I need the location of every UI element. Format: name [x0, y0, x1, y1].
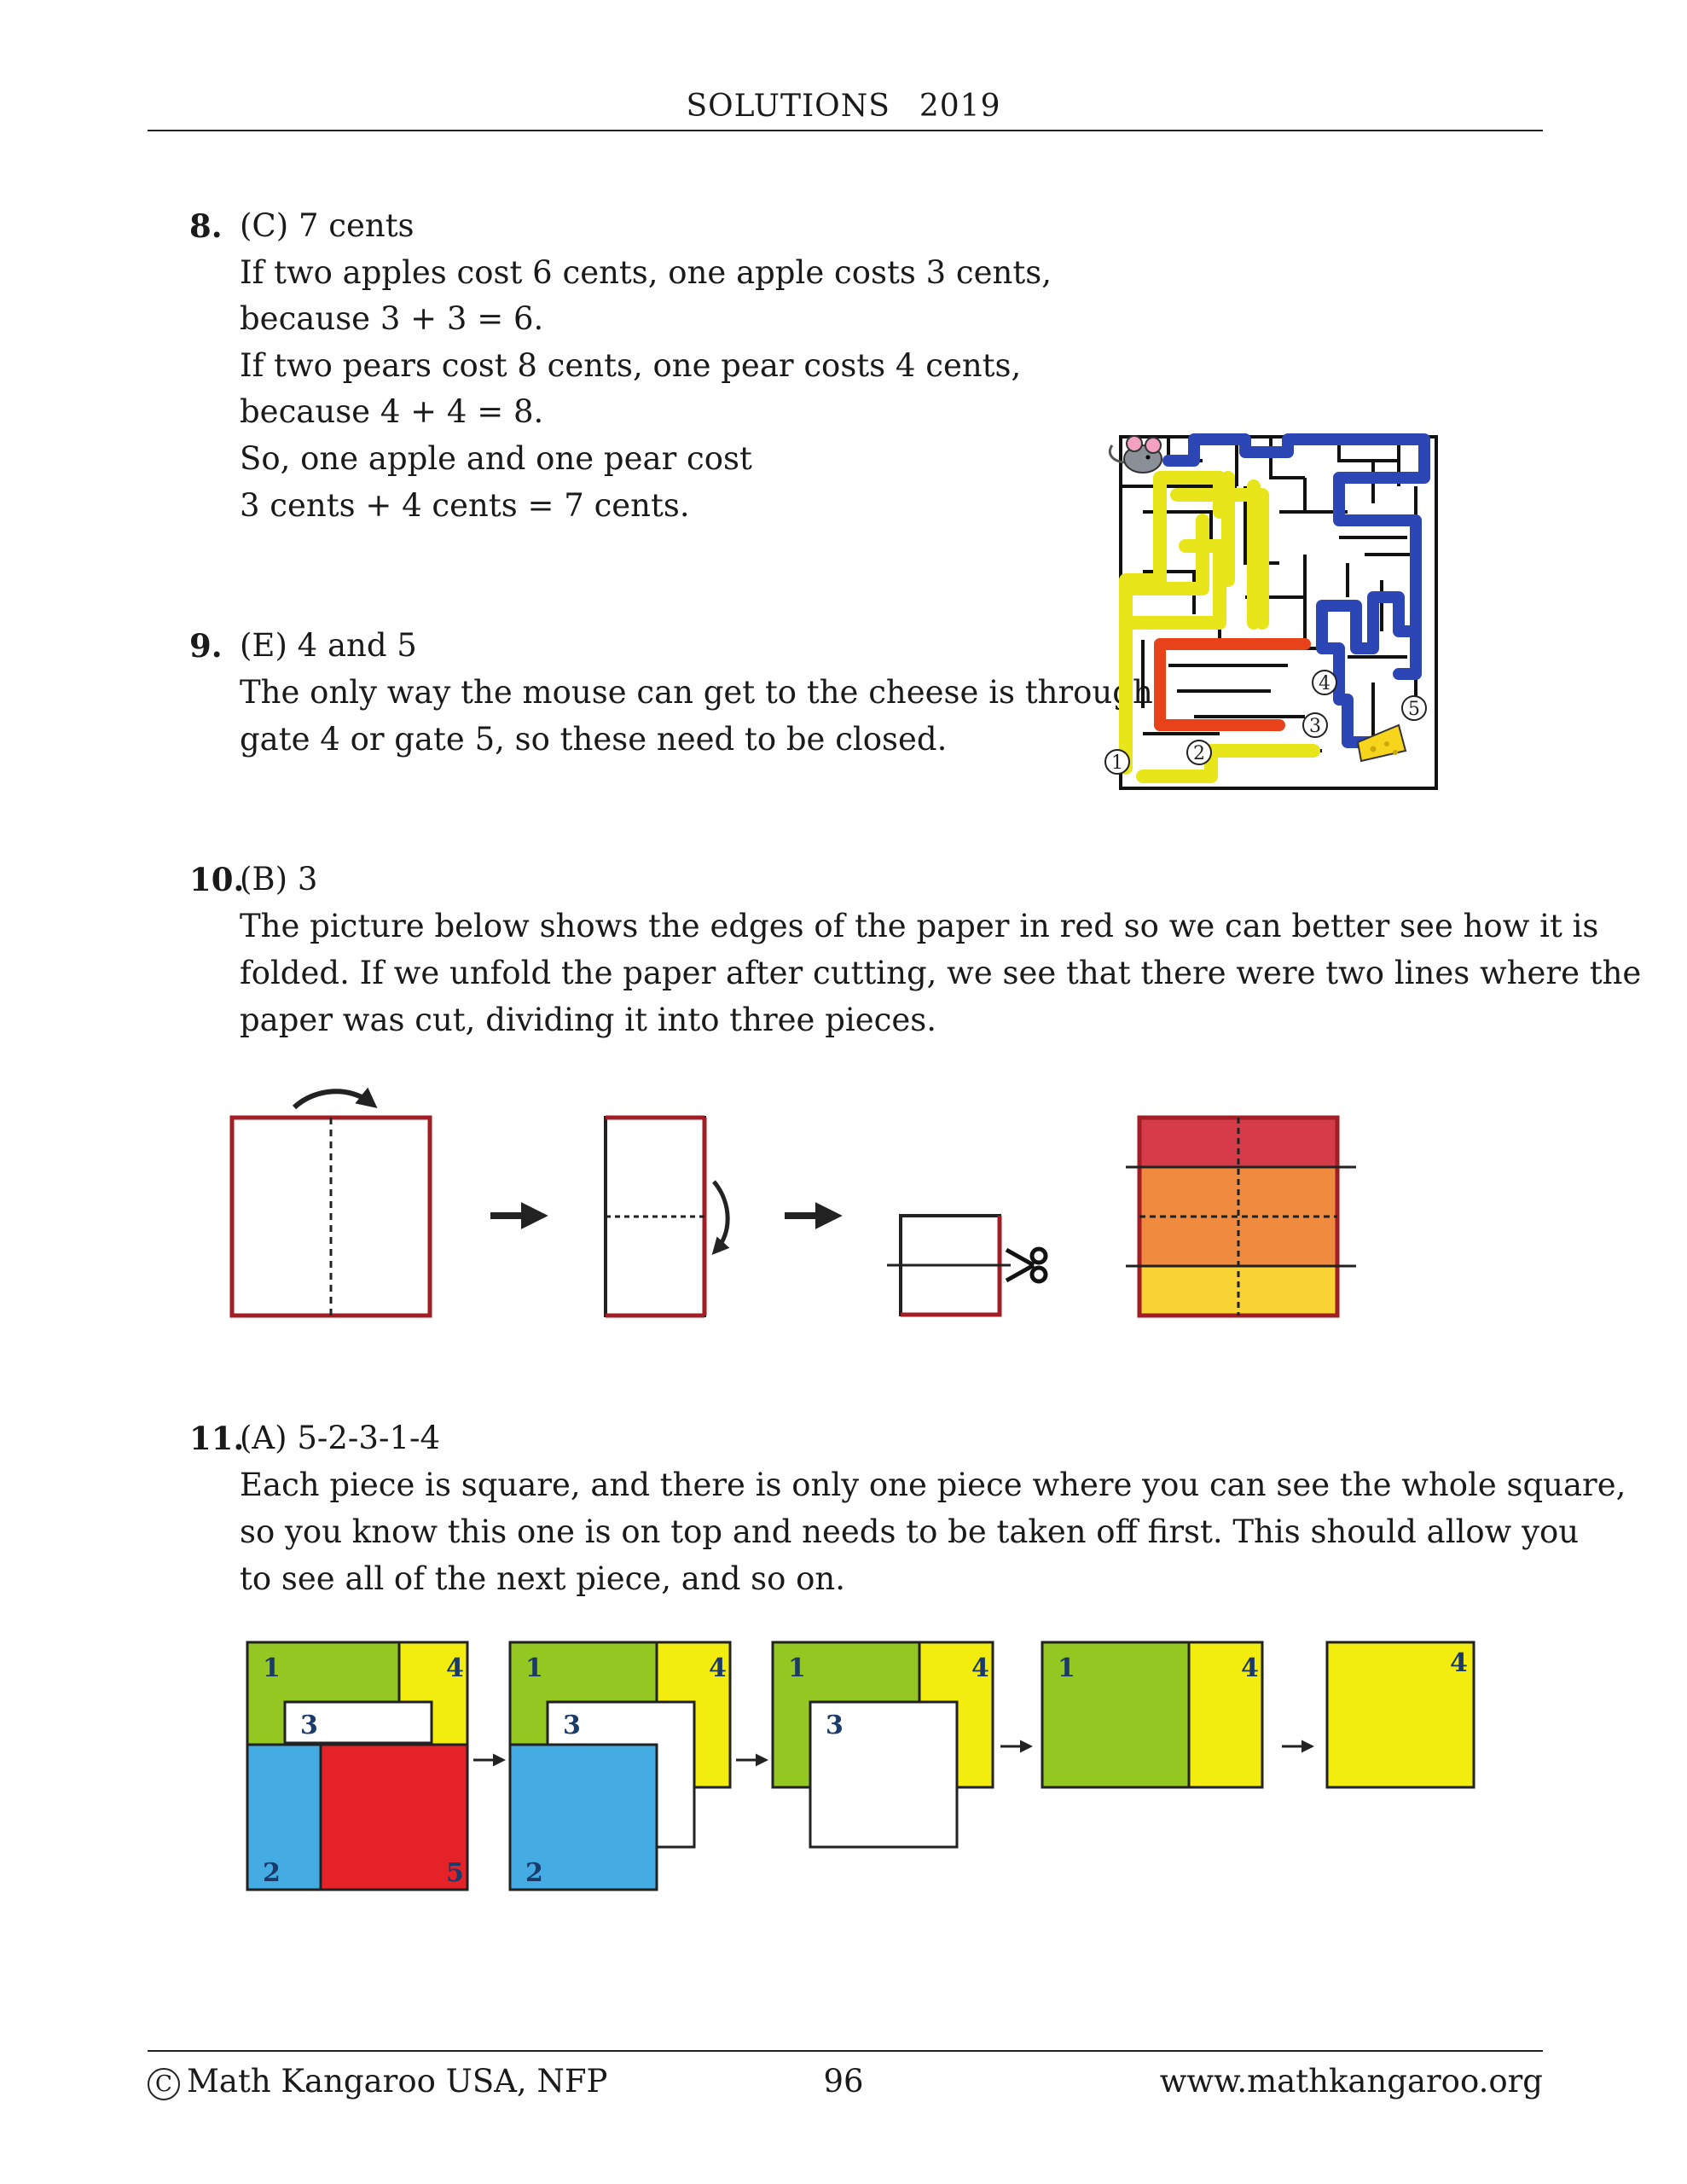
paper-step-2: [606, 1118, 728, 1316]
solution-line: gate 4 or gate 5, so these need to be closed.: [240, 721, 948, 758]
squares-figure: [239, 1634, 1501, 1907]
square-label: 4: [1241, 1653, 1259, 1683]
running-header: [0, 89, 1687, 124]
square-label: 4: [709, 1653, 727, 1683]
mouse-path-yellow: [1126, 478, 1313, 776]
solution-line: The picture below shows the edges of the paper in red so we can better see how it is: [240, 908, 1599, 944]
problem-answer: (E) 4 and 5: [240, 627, 417, 664]
square-label: 5: [446, 1858, 464, 1888]
solution-line: Each piece is square, and there is only one piece where you can see the whole square,: [240, 1467, 1626, 1503]
solution-line: If two pears cost 8 cents, one pear costs 4 cents,: [240, 347, 1022, 384]
scissors-icon: [1006, 1249, 1046, 1281]
header-year: 2019: [919, 89, 1001, 124]
paper-step-3: [887, 1216, 1046, 1315]
solution-line: folded. If we unfold the paper after cutting, we see that there were two lines where the: [240, 955, 1642, 991]
problem-number: 8.: [189, 207, 223, 245]
square-label: 4: [1450, 1648, 1468, 1678]
mouse-icon: [1110, 436, 1162, 473]
gate-label: 1: [1111, 752, 1123, 774]
solution-line: So, one apple and one pear cost: [240, 440, 752, 477]
problem-number: 10.: [189, 861, 245, 898]
solution-line: If two apples cost 6 cents, one apple costs 3 cents,: [240, 254, 1052, 291]
copyright-icon: C: [148, 2068, 180, 2100]
square-label: 3: [300, 1711, 318, 1740]
square-label: 1: [525, 1653, 543, 1683]
solution-line: because 3 + 3 = 6.: [240, 300, 544, 337]
solution-line: because 4 + 4 = 8.: [240, 393, 544, 430]
stack-step-2: [510, 1642, 730, 1890]
header-rule: [148, 130, 1543, 131]
problem-answer: (B) 3: [240, 861, 318, 897]
footer-copyright-text: Math Kangaroo USA, NFP: [187, 2063, 608, 2100]
square-label: 3: [826, 1711, 844, 1740]
gate-label: 3: [1309, 716, 1321, 737]
stack-step-5: [1327, 1642, 1474, 1787]
solution-line: paper was cut, dividing it into three pieces.: [240, 1002, 936, 1038]
mouse-path-red: [1160, 644, 1305, 725]
problem-answer: (A) 5-2-3-1-4: [240, 1420, 441, 1456]
square-label: 1: [263, 1653, 281, 1683]
square-label: 3: [563, 1711, 581, 1740]
stack-step-4: [1042, 1642, 1262, 1787]
square-label: 4: [971, 1653, 989, 1683]
square-label: 1: [1058, 1653, 1075, 1683]
header-title: SOLUTIONS: [686, 89, 890, 124]
square-label: 2: [525, 1858, 543, 1888]
paper-step-1: [232, 1091, 430, 1316]
problem-number: 9.: [189, 627, 223, 665]
page-number: 96: [823, 2063, 864, 2100]
square-label: 2: [263, 1858, 281, 1888]
paper-unfolded: [1126, 1118, 1356, 1316]
stack-step-3: [773, 1642, 993, 1847]
solution-line: The only way the mouse can get to the cheese is through: [240, 674, 1153, 711]
gate-label: 4: [1319, 673, 1330, 694]
square-label: 4: [446, 1653, 464, 1683]
footer-rule: [148, 2050, 1543, 2052]
solution-line: to see all of the next piece, and so on.: [240, 1560, 846, 1597]
maze-figure: [1092, 427, 1450, 793]
problem-number: 11.: [189, 1420, 245, 1457]
gate-label: 2: [1193, 743, 1205, 764]
folding-figure: [213, 1079, 1382, 1335]
problem-answer: (C) 7 cents: [240, 207, 415, 244]
cheese-icon: [1358, 725, 1406, 761]
stack-step-1: [247, 1642, 467, 1890]
solution-line: 3 cents + 4 cents = 7 cents.: [240, 487, 690, 524]
square-label: 1: [788, 1653, 806, 1683]
footer-copyright: [148, 2063, 607, 2100]
solution-line: so you know this one is on top and needs to be taken off first. This should allow you: [240, 1513, 1580, 1550]
footer-website: www.mathkangaroo.org: [1159, 2063, 1543, 2100]
gate-label: 5: [1408, 699, 1420, 720]
